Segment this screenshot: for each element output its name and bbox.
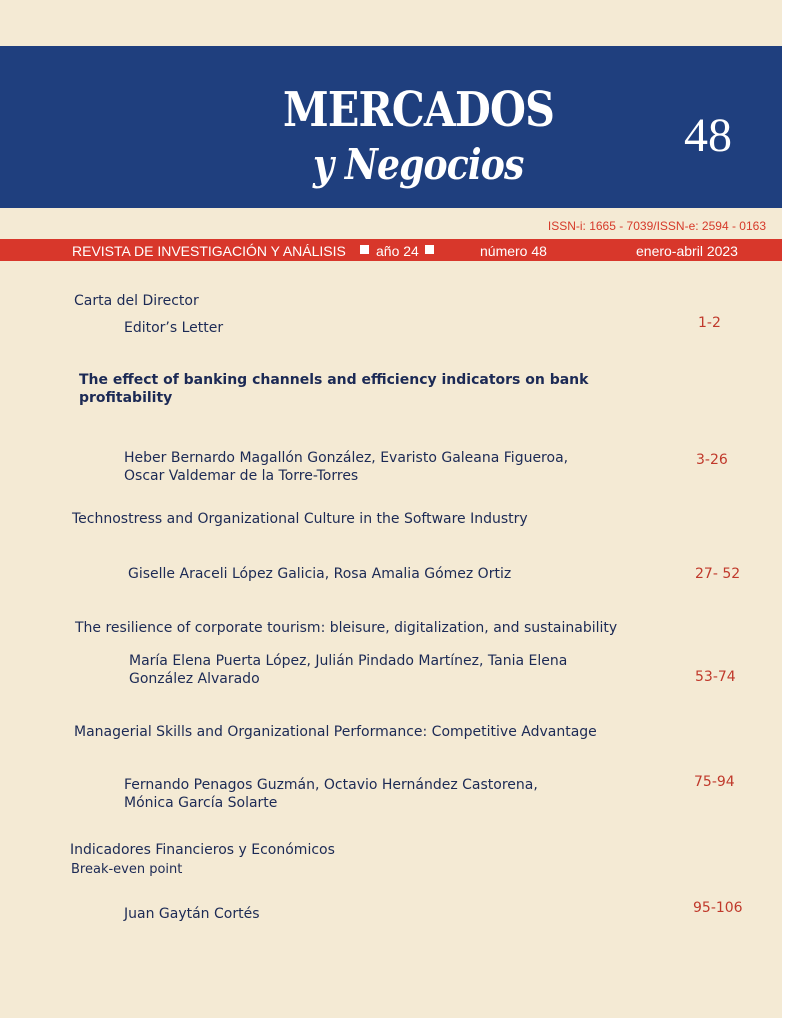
toc-subtitle: Editor’s Letter [124,320,224,336]
toc-authors-cont: González Alvarado [129,671,260,687]
toc-authors: Juan Gaytán Cortés [124,906,260,922]
toc-authors: Giselle Araceli López Galicia, Rosa Amalia Gómez Ortiz [128,566,512,582]
toc-pages: 95-106 [693,900,743,916]
toc-subtitle: Break-even point [71,862,183,877]
toc-pages: 3-26 [696,452,728,468]
toc-title: The resilience of corporate tourism: bleisure, digitalization, and sustainability [75,620,618,636]
issue-label: número 48 [480,243,547,259]
journal-title: MERCADOS [283,82,555,138]
journal-title-subtitle: y Negocios [313,140,524,189]
toc-authors: María Elena Puerta López, Julián Pindado Martínez, Tania Elena [129,653,568,669]
volume-year: año 24 [376,243,419,259]
issn-line: ISSN-i: 1665 - 7039/ISSN-e: 2594 - 0163 [547,219,766,233]
issue-number: 48 [684,109,732,162]
journal-subtitle: REVISTA DE INVESTIGACIÓN Y ANÁLISIS [72,243,346,259]
toc-title: Managerial Skills and Organizational Performance: Competitive Advantage [74,724,597,740]
toc-title: Indicadores Financieros y Económicos [70,842,335,858]
toc-title: Carta del Director [74,293,199,309]
band-bullet-2 [425,245,434,254]
issue-period: enero-abril 2023 [636,243,738,259]
toc-title: The effect of banking channels and efficiency indicators on bank [79,372,589,388]
toc-pages: 27- 52 [695,566,741,582]
toc-pages: 1-2 [698,315,721,331]
toc-authors-cont: Mónica García Solarte [124,795,278,811]
toc-authors: Fernando Penagos Guzmán, Octavio Hernández Castorena, [124,777,538,793]
toc-title: Technostress and Organizational Culture in the Software Industry [72,511,528,527]
toc-pages: 75-94 [694,774,735,790]
toc-authors: Heber Bernardo Magallón González, Evaristo Galeana Figueroa, [124,450,569,466]
toc-title-cont: profitability [79,390,173,406]
band-bullet-1 [360,245,369,254]
toc-pages: 53-74 [695,669,736,685]
toc-authors-cont: Oscar Valdemar de la Torre-Torres [124,468,359,484]
